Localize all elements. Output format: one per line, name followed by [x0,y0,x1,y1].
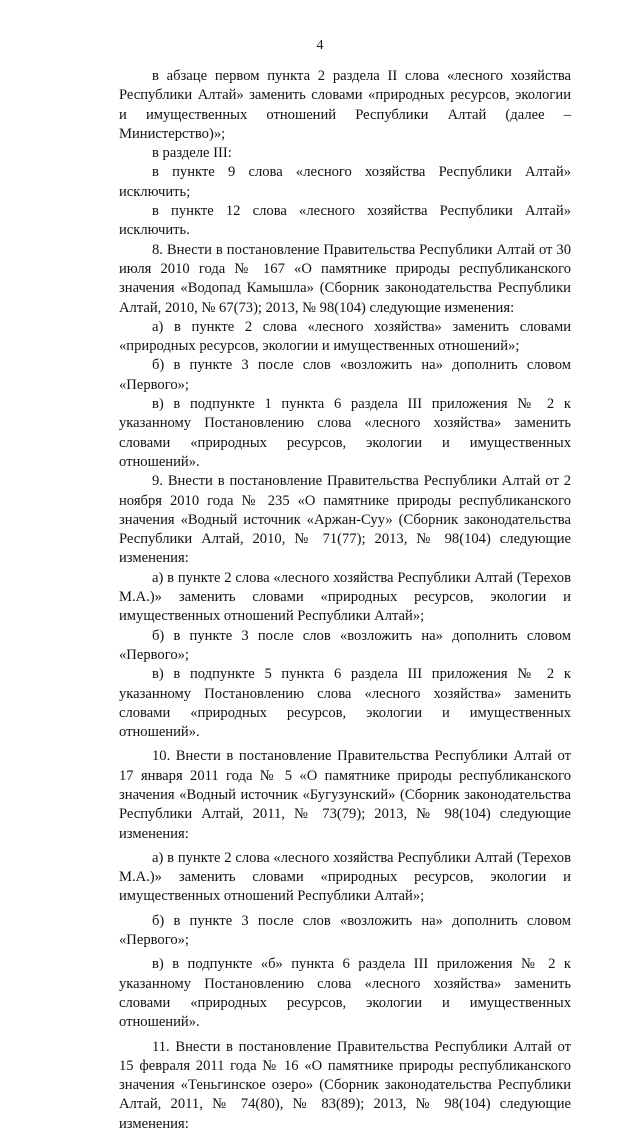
paragraph: б) в пункте 3 после слов «возложить на» дополнить словом «Первого»; [119,357,571,393]
paragraph: б) в пункте 3 после слов «возложить на» дополнить словом «Первого»; [119,912,571,949]
paragraph: а) в пункте 2 слова «лесного хозяйства» заменить словами «природных ресурсов, экологии и имущественных отношений»; [119,318,571,355]
paragraph: в пункте 9 слова «лесного хозяйства Республики Алтай» исключить; [119,164,571,200]
paragraph: в) в подпункте 5 пункта 6 раздела III приложения № 2 к указанному Постановлению слова «лесного хозяйства» заменить словами «природных ресурсов, экологии и имущественных отношений». [119,666,571,741]
paragraph: в абзаце первом пункта 2 раздела II слова «лесного хозяйства Республики Алтай» заменить словами «природных ресурсов, экологии и имущественных отношений Республики Алтай (далее – Министерство)»; [119,68,571,142]
paragraph: в пункте 12 слова «лесного хозяйства Республики Алтай» исключить. [119,203,571,239]
paragraph: а) в пункте 2 слова «лесного хозяйства Республики Алтай (Терехов М.А.)» заменить словами «природных ресурсов, экологии и имущественных отношений Республики Алтай»; [119,569,571,625]
paragraph: в разделе III: [152,145,232,162]
paragraph: в) в подпункте «б» пункта 6 раздела III приложения № 2 к указанному Постановлению слова «лесного хозяйства» заменить словами «природных ресурсов, экологии и имущественных отношений». [119,956,571,1031]
paragraph: а) в пункте 2 слова «лесного хозяйства Республики Алтай (Терехов М.А.)» заменить словами «природных ресурсов, экологии и имущественных отношений Республики Алтай»; [119,849,571,905]
page-number: 4 [316,38,324,53]
paragraph: 9. Внести в постановление Правительства Республики Алтай от 2 ноября 2010 года № 235 «О памятнике природы республиканского значения «Водный источник «Аржан-Суу» (Сборник законодательства Республики Алтай, 2010, № 71(77); 2013, № 98(104) следующие изменения: [119,473,571,567]
paragraph: б) в пункте 3 после слов «возложить на» дополнить словом «Первого»; [119,627,571,663]
paragraph: 11. Внести в постановление Правительства Республики Алтай от 15 февраля 2011 года № 16 «О памятнике природы республиканского значения «Теньгинское озеро» (Сборник законодательства Республики Алтай, 2011, № 74(80), № 83(89); 2013, № 98(104) следующие изменения: [119,1038,571,1132]
paragraph: в) в подпункте 1 пункта 6 раздела III приложения № 2 к указанному Постановлению слова «лесного хозяйства» заменить словами «природных ресурсов, экологии и имущественных отношений». [119,396,571,470]
paragraph: 8. Внести в постановление Правительства Республики Алтай от 30 июля 2010 года № 167 «О памятнике природы республиканского значения «Водопад Камышла» (Сборник законодательства Республики Алтай, 2010, № 67(73); 2013, № 98(104) следующие изменения: [119,241,571,316]
paragraph: 10. Внести в постановление Правительства Республики Алтай от 17 января 2011 года № 5 «О памятнике природы республиканского значения «Водный источник «Бугузунский» (Сборник законодательства Республики Алтай, 2011, № 73(79); 2013, № 98(104) следующие изменения: [119,748,571,842]
document-body [119,67,571,1134]
